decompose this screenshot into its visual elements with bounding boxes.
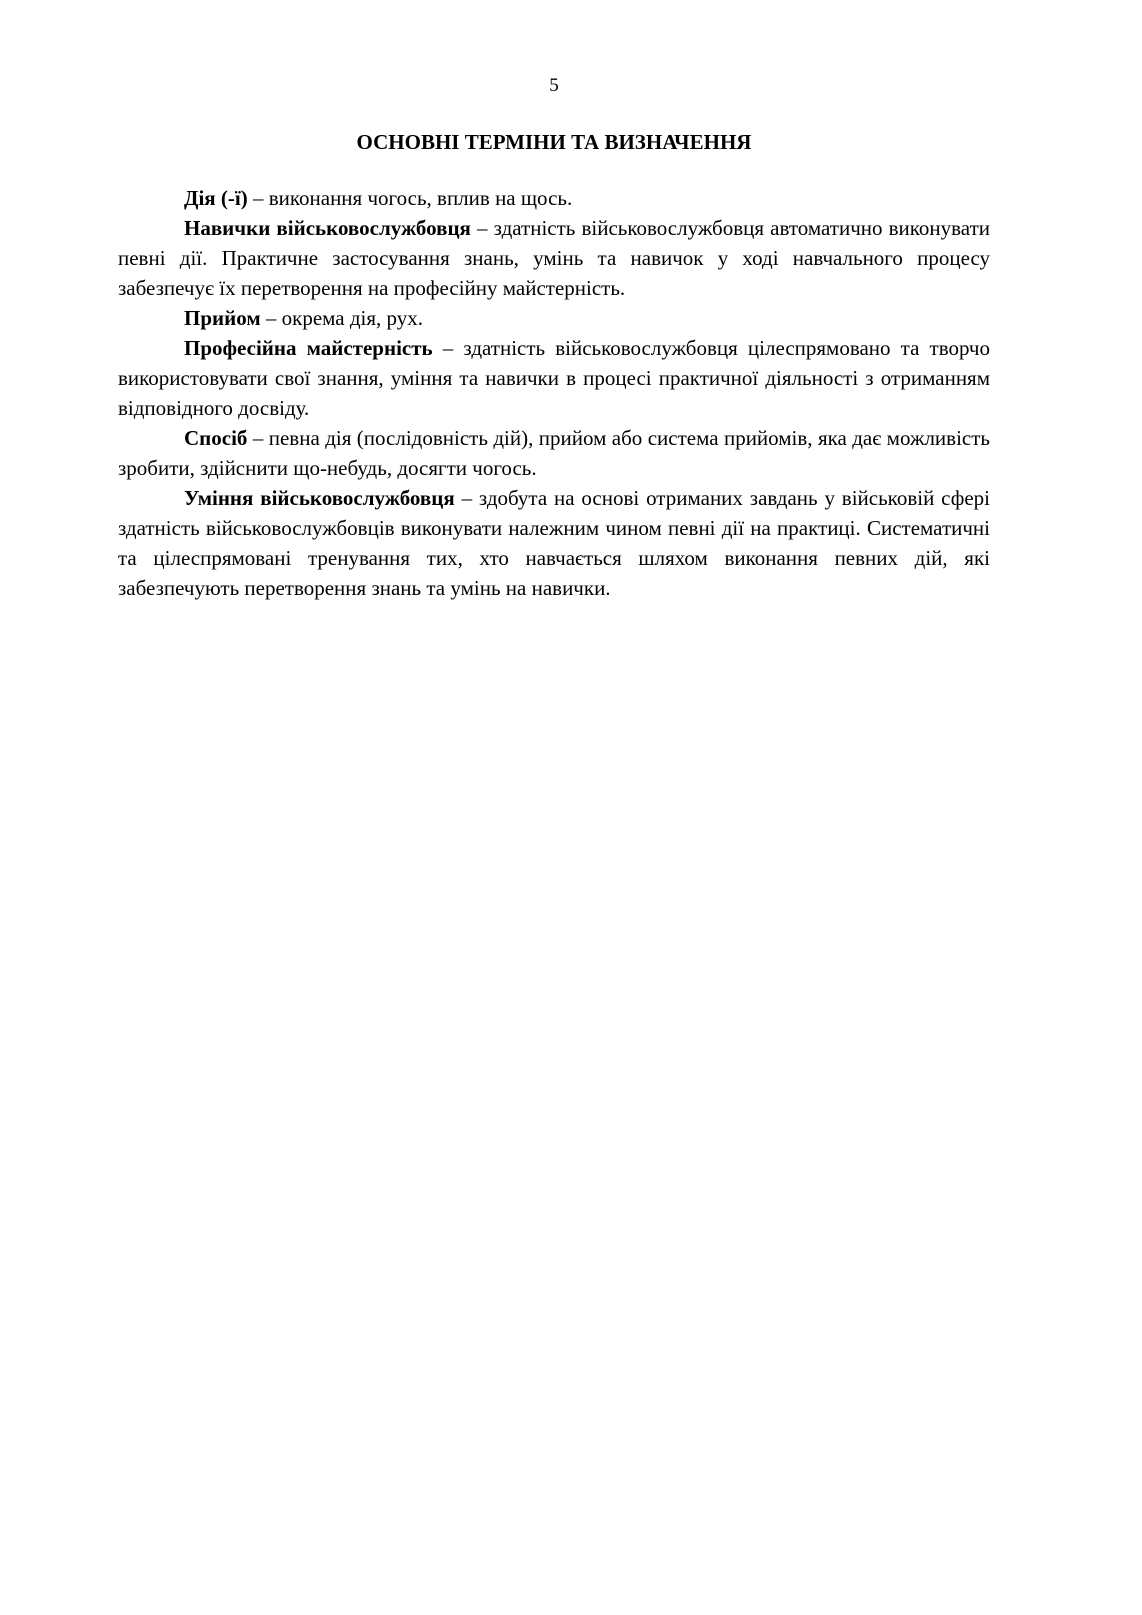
- definition-item-technique: [118, 303, 990, 333]
- definition-text: – здатність військовослужбовця автоматично виконувати певні дії. Практичне застосування знань, умінь та навичок у ході навчального процесу забезпечує їх перетворення на професійну майстерність.: [118, 216, 990, 300]
- definition-item-professional-mastery: [118, 333, 990, 423]
- definition-text: – здатність військовослужбовця цілеспрямовано та творчо використовувати свої знання, уміння та навички в процесі практичної діяльності з отриманням відповідного досвіду.: [118, 336, 990, 420]
- definition-term: Спосіб: [184, 426, 248, 450]
- definition-text: – виконання чогось, вплив на щось.: [247, 186, 573, 210]
- definition-item-skills: [118, 213, 990, 303]
- definitions-list: [118, 183, 990, 603]
- definition-term: Навички військовослужбовця: [184, 216, 471, 240]
- page-number: 5: [549, 75, 559, 96]
- definition-term: Дія (-ї): [184, 186, 248, 210]
- definition-item-method: [118, 423, 990, 483]
- definition-text: – окрема дія, рух.: [260, 306, 424, 330]
- definition-term: Уміння військовослужбовця: [184, 486, 455, 510]
- definition-text: – здобута на основі отриманих завдань у військовій сфері здатність військовослужбовців виконувати належним чином певні дії на практиці. Систематичні та цілеспрямовані тренування тих, хто навчається шляхом виконання певних дій, які забезпечують перетворення знань та умінь на навички.: [118, 486, 990, 600]
- definition-term: Прийом: [184, 306, 261, 330]
- definition-item-action: [118, 183, 990, 213]
- page-title: ОСНОВНІ ТЕРМІНИ ТА ВИЗНАЧЕННЯ: [356, 130, 752, 154]
- definition-text: – певна дія (послідовність дій), прийом або система прийомів, яка дає можливість зробити, здійснити що-небудь, досягти чогось.: [118, 426, 990, 480]
- definition-term: Професійна майстерність: [184, 336, 433, 360]
- definition-item-ability: [118, 483, 990, 603]
